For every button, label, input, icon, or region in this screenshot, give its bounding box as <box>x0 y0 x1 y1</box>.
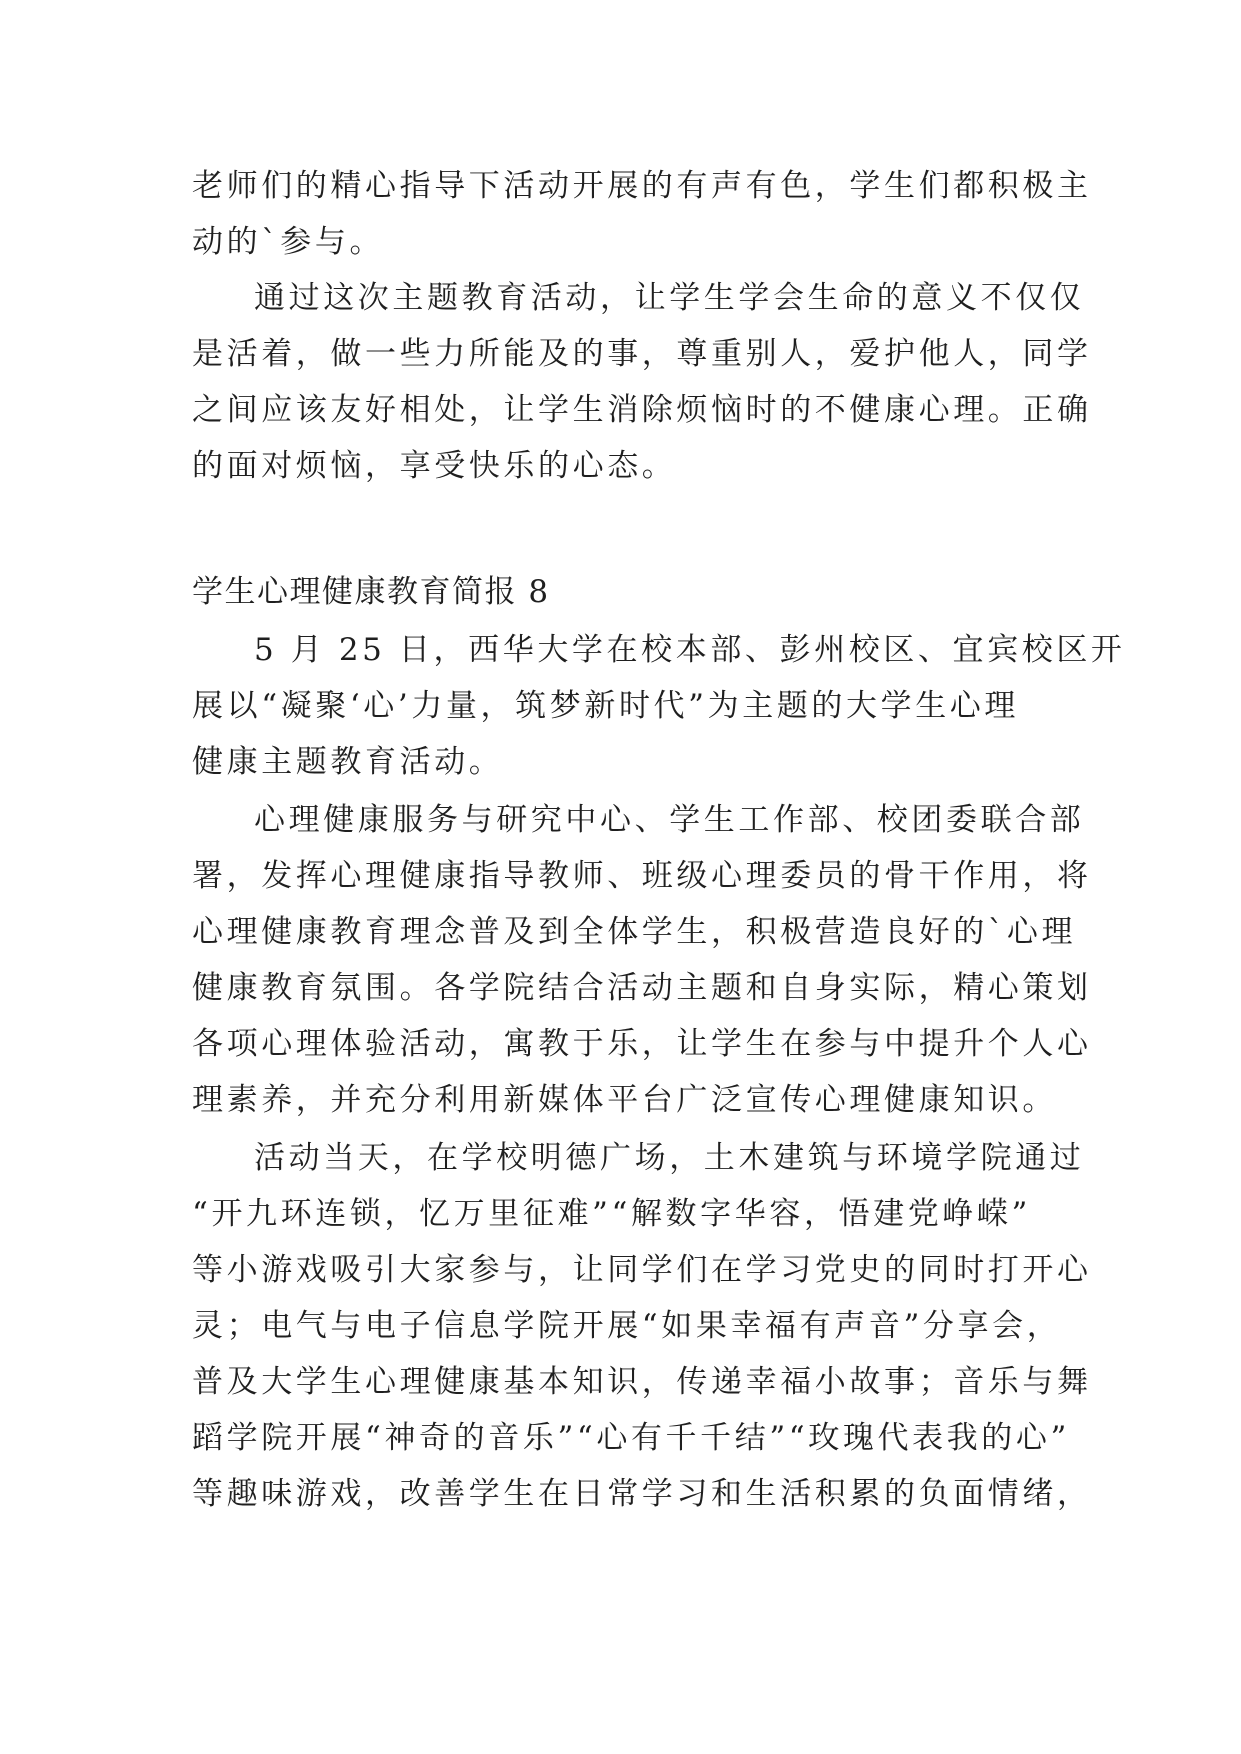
paragraph-2-line-1: 通过这次主题教育活动，让学生学会生命的意义不仅仅 <box>254 280 1085 316</box>
paragraph-5-line-2: “开九环连锁，忆万里征难”“解数字华容，悟建党峥嵘” <box>192 1196 1031 1232</box>
paragraph-5-line-7: 等趣味游戏，改善学生在日常学习和生活积累的负面情绪， <box>192 1476 1092 1512</box>
paragraph-5-line-3: 等小游戏吸引大家参与，让同学们在学习党史的同时打开心 <box>192 1252 1092 1288</box>
paragraph-5-line-4: 灵；电气与电子信息学院开展“如果幸福有声音”分享会， <box>192 1308 1062 1344</box>
paragraph-4-line-1: 心理健康服务与研究中心、学生工作部、校团委联合部 <box>254 802 1085 838</box>
paragraph-4-line-2: 署，发挥心理健康指导教师、班级心理委员的骨干作用，将 <box>192 858 1092 894</box>
paragraph-3-line-2: 展以“凝聚‘心’力量，筑梦新时代”为主题的大学生心理 <box>192 688 1020 724</box>
section-title: 学生心理健康教育简报 8 <box>192 574 550 610</box>
paragraph-5-line-1: 活动当天，在学校明德广场，土木建筑与环境学院通过 <box>254 1140 1085 1176</box>
paragraph-4-line-5: 各项心理体验活动，寓教于乐，让学生在参与中提升个人心 <box>192 1026 1092 1062</box>
paragraph-3-line-1: 5 月 25 日，西华大学在校本部、彭州校区、宜宾校区开 <box>254 632 1126 668</box>
paragraph-1-line-1: 老师们的精心指导下活动开展的有声有色，学生们都积极主 <box>192 168 1092 204</box>
paragraph-1-line-2: 动的`参与。 <box>192 224 385 260</box>
paragraph-5-line-6: 蹈学院开展“神奇的音乐”“心有千千结”“玫瑰代表我的心” <box>192 1420 1070 1456</box>
paragraph-4-line-3: 心理健康教育理念普及到全体学生，积极营造良好的`心理 <box>192 914 1077 950</box>
paragraph-4-line-6: 理素养，并充分利用新媒体平台广泛宣传心理健康知识。 <box>192 1082 1057 1118</box>
paragraph-5-line-5: 普及大学生心理健康基本知识，传递幸福小故事；音乐与舞 <box>192 1364 1092 1400</box>
paragraph-2-line-2: 是活着，做一些力所能及的事，尊重别人，爱护他人，同学 <box>192 336 1092 372</box>
paragraph-3-line-3: 健康主题教育活动。 <box>192 744 504 780</box>
paragraph-4-line-4: 健康教育氛围。各学院结合活动主题和自身实际，精心策划 <box>192 970 1092 1006</box>
paragraph-2-line-3: 之间应该友好相处，让学生消除烦恼时的不健康心理。正确 <box>192 392 1092 428</box>
paragraph-2-line-4: 的面对烦恼，享受快乐的心态。 <box>192 448 677 484</box>
